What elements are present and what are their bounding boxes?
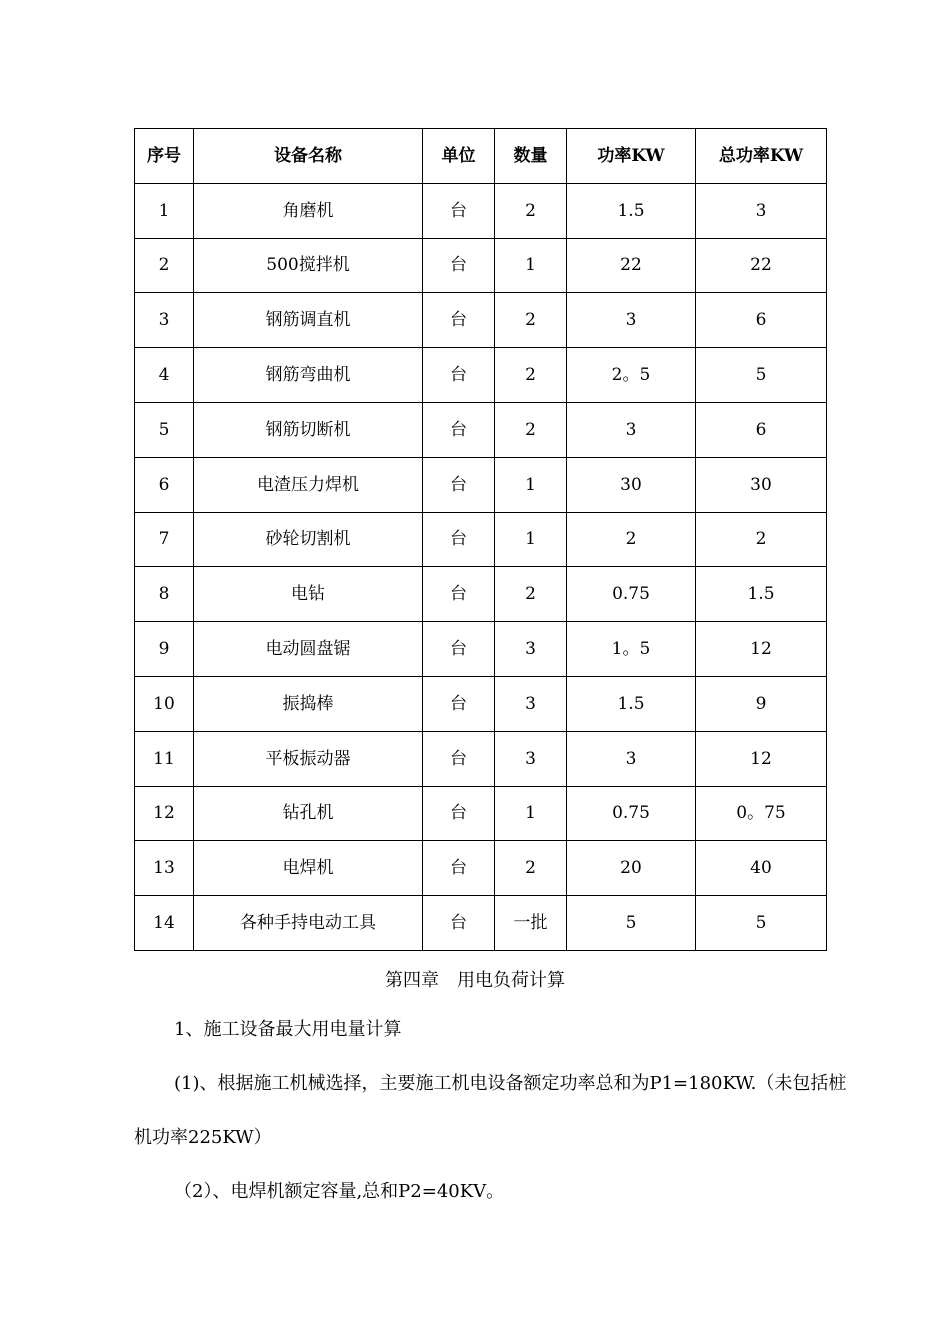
cell-unit: 台 (423, 731, 495, 786)
cell-equipment-name: 500搅拌机 (194, 238, 423, 293)
cell-equipment-name: 钻孔机 (194, 786, 423, 841)
cell-total-power: 40 (696, 841, 827, 896)
cell-power: 1.5 (567, 183, 696, 238)
cell-index: 8 (135, 567, 194, 622)
cell-total-power: 12 (696, 731, 827, 786)
cell-total-power: 22 (696, 238, 827, 293)
table-row (135, 896, 827, 951)
cell-power: 3 (567, 402, 696, 457)
equipment-table (134, 128, 827, 951)
cell-quantity: 1 (495, 786, 567, 841)
cell-unit: 台 (423, 402, 495, 457)
cell-quantity: 2 (495, 293, 567, 348)
cell-quantity: 1 (495, 238, 567, 293)
cell-unit: 台 (423, 238, 495, 293)
paragraph-1-line-2: 机功率225KW） (134, 1127, 272, 1148)
cell-total-power: 0。75 (696, 786, 827, 841)
cell-index: 11 (135, 731, 194, 786)
cell-power: 30 (567, 457, 696, 512)
cell-power: 1。5 (567, 622, 696, 677)
table-row (135, 402, 827, 457)
cell-index: 14 (135, 896, 194, 951)
cell-equipment-name: 平板振动器 (194, 731, 423, 786)
cell-unit: 台 (423, 457, 495, 512)
cell-power: 2 (567, 512, 696, 567)
cell-total-power: 9 (696, 676, 827, 731)
table-row (135, 841, 827, 896)
cell-quantity: 2 (495, 183, 567, 238)
section-title: 1、施工设备最大用电量计算 (174, 1019, 402, 1040)
cell-index: 4 (135, 348, 194, 403)
table-row (135, 238, 827, 293)
cell-equipment-name: 电钻 (194, 567, 423, 622)
cell-power: 22 (567, 238, 696, 293)
cell-unit: 台 (423, 676, 495, 731)
cell-power: 5 (567, 896, 696, 951)
cell-quantity: 2 (495, 567, 567, 622)
cell-total-power: 30 (696, 457, 827, 512)
cell-equipment-name: 电动圆盘锯 (194, 622, 423, 677)
cell-equipment-name: 钢筋弯曲机 (194, 348, 423, 403)
cell-equipment-name: 砂轮切割机 (194, 512, 423, 567)
cell-equipment-name: 各种手持电动工具 (194, 896, 423, 951)
cell-total-power: 1.5 (696, 567, 827, 622)
cell-unit: 台 (423, 348, 495, 403)
cell-unit: 台 (423, 841, 495, 896)
cell-power: 0.75 (567, 567, 696, 622)
table-row (135, 293, 827, 348)
cell-power: 0.75 (567, 786, 696, 841)
cell-unit: 台 (423, 183, 495, 238)
cell-total-power: 12 (696, 622, 827, 677)
header-total-power: 总功率KW (696, 129, 827, 184)
cell-unit: 台 (423, 567, 495, 622)
cell-unit: 台 (423, 896, 495, 951)
cell-equipment-name: 振捣棒 (194, 676, 423, 731)
table-row (135, 512, 827, 567)
paragraph-1-line-1: (1)、根据施工机械选择，主要施工机电设备额定功率总和为P1=180KW.（未包括桩 (174, 1073, 847, 1094)
cell-power: 2。5 (567, 348, 696, 403)
cell-quantity: 1 (495, 457, 567, 512)
cell-equipment-name: 钢筋切断机 (194, 402, 423, 457)
cell-index: 2 (135, 238, 194, 293)
header-power: 功率KW (567, 129, 696, 184)
cell-index: 1 (135, 183, 194, 238)
table-header-row (135, 129, 827, 184)
cell-equipment-name: 电焊机 (194, 841, 423, 896)
cell-power: 20 (567, 841, 696, 896)
cell-total-power: 6 (696, 402, 827, 457)
cell-unit: 台 (423, 786, 495, 841)
cell-power: 1.5 (567, 676, 696, 731)
cell-quantity: 3 (495, 622, 567, 677)
table-row (135, 731, 827, 786)
table-body (135, 183, 827, 950)
header-index: 序号 (135, 129, 194, 184)
header-quantity: 数量 (495, 129, 567, 184)
paragraph-2: （2）、电焊机额定容量,总和P2=40KV。 (174, 1181, 505, 1202)
cell-unit: 台 (423, 622, 495, 677)
cell-total-power: 3 (696, 183, 827, 238)
table-row (135, 567, 827, 622)
cell-index: 6 (135, 457, 194, 512)
cell-power: 3 (567, 731, 696, 786)
cell-quantity: 一批 (495, 896, 567, 951)
table-row (135, 348, 827, 403)
cell-index: 12 (135, 786, 194, 841)
table-row (135, 457, 827, 512)
table-row (135, 183, 827, 238)
cell-index: 5 (135, 402, 194, 457)
cell-total-power: 2 (696, 512, 827, 567)
chapter-heading: 第四章 用电负荷计算 (385, 970, 565, 991)
cell-equipment-name: 电渣压力焊机 (194, 457, 423, 512)
cell-quantity: 1 (495, 512, 567, 567)
table-row (135, 786, 827, 841)
cell-equipment-name: 角磨机 (194, 183, 423, 238)
cell-total-power: 5 (696, 348, 827, 403)
table-row (135, 676, 827, 731)
header-unit: 单位 (423, 129, 495, 184)
cell-quantity: 2 (495, 402, 567, 457)
cell-index: 13 (135, 841, 194, 896)
cell-quantity: 3 (495, 676, 567, 731)
cell-quantity: 2 (495, 841, 567, 896)
table-row (135, 622, 827, 677)
cell-quantity: 3 (495, 731, 567, 786)
cell-unit: 台 (423, 293, 495, 348)
cell-power: 3 (567, 293, 696, 348)
cell-total-power: 5 (696, 896, 827, 951)
cell-quantity: 2 (495, 348, 567, 403)
cell-total-power: 6 (696, 293, 827, 348)
cell-unit: 台 (423, 512, 495, 567)
header-equipment-name: 设备名称 (194, 129, 423, 184)
cell-index: 7 (135, 512, 194, 567)
cell-equipment-name: 钢筋调直机 (194, 293, 423, 348)
cell-index: 3 (135, 293, 194, 348)
cell-index: 9 (135, 622, 194, 677)
cell-index: 10 (135, 676, 194, 731)
